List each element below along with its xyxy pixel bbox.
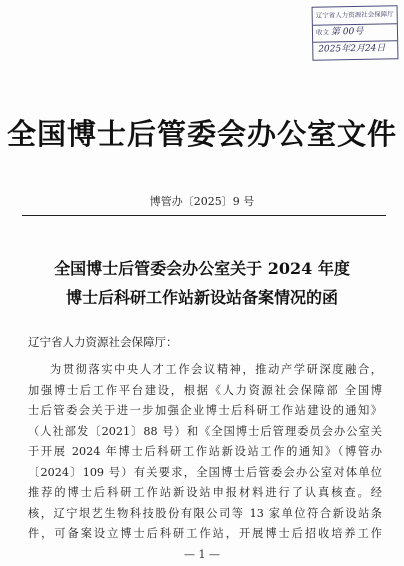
document-title: 全国博士后管委会办公室文件 — [6, 117, 397, 151]
salutation: 辽宁省人力资源社会保障厅： — [28, 335, 178, 349]
subject-line-1: 全国博士后管委会办公室关于 2024 年度 — [54, 259, 350, 278]
header-divider — [22, 215, 386, 216]
body-text — [28, 360, 382, 545]
body-line: 件，可备案设立博士后科研工作站，开展博士后招收培养工作 — [28, 527, 382, 540]
body-line: 于开展 2024 年博士后科研工作站新设站工作的通知》（博管办 — [28, 445, 382, 458]
body-line: 为贯彻落实中央人才工作会议精神，推动产学研深度融合， — [50, 363, 382, 376]
body-line: 〔2024〕109 号）有关要求，全国博士后管委会办公室对体单位 — [28, 465, 382, 479]
stamp-org: 辽宁省人力资源社会保障厅 — [315, 10, 394, 20]
body-line: 加强博士后工作平台建设，根据《人力资源社会保障部 全国博 — [28, 383, 382, 397]
page-number: — 1 — — [184, 548, 220, 561]
stamp-date: 2025年2月24日 — [318, 43, 386, 55]
receipt-stamp — [312, 5, 399, 60]
stamp-receipt-number: 第 00号 — [330, 26, 364, 38]
body-line: 推荐的博士后科研工作站新设站申报材料进行了认真核查。经 — [28, 486, 382, 499]
body-line: 士后管委会关于进一步加强企业博士后科研工作站建设的通知》 — [28, 404, 382, 417]
stamp-date-row — [313, 40, 397, 58]
document-number: 博管办〔2025〕9 号 — [149, 195, 255, 208]
body-line: （人社部发〔2021〕88 号）和《全国博士后管理委员会办公室关 — [28, 424, 382, 438]
stamp-receipt-label: 收文 — [315, 28, 330, 37]
subject-line-2: 博士后科研工作站新设站备案情况的函 — [65, 288, 338, 307]
body-line: 核，辽宁垠艺生物科技股份有限公司等 13 家单位符合新设站条 — [28, 506, 382, 520]
